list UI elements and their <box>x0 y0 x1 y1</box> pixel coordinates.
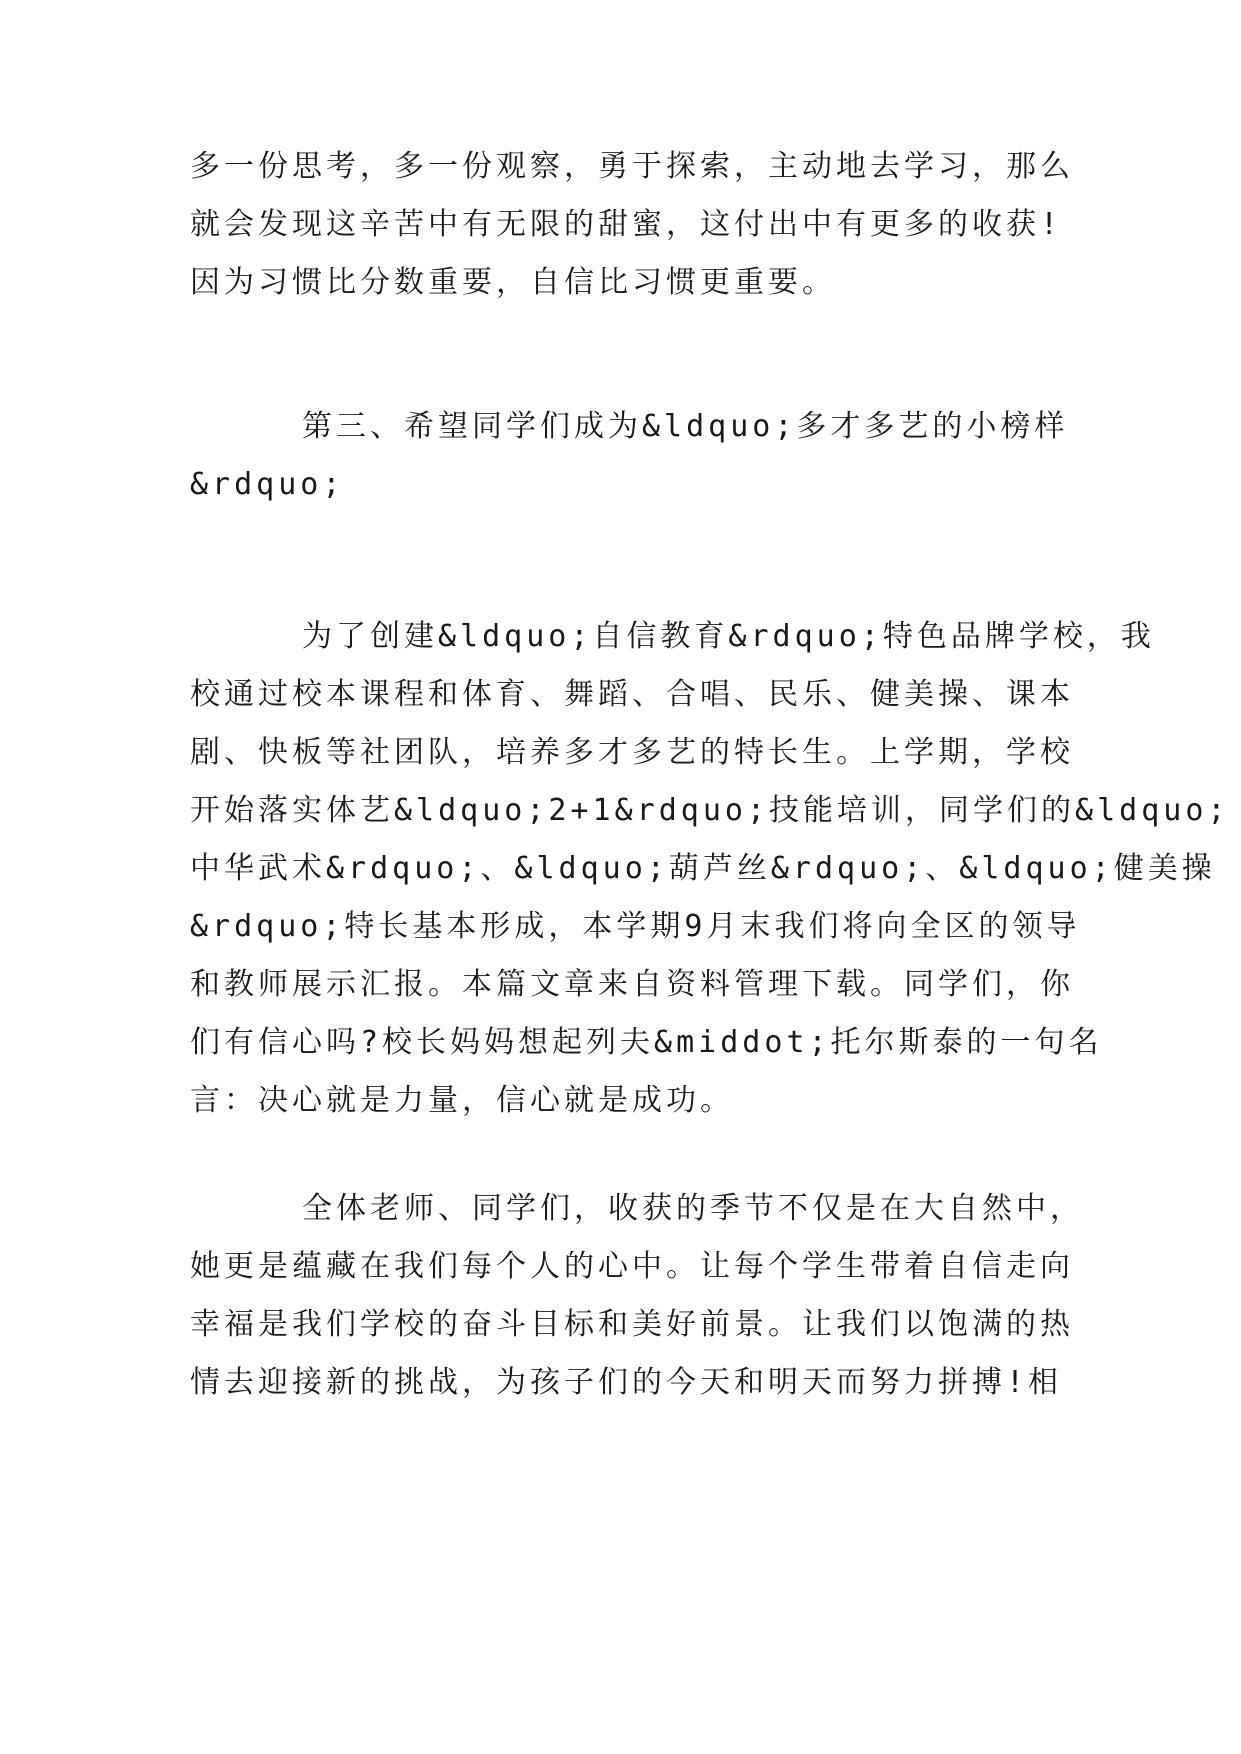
text-line: 因为习惯比分数重要，自信比习惯更重要。 <box>190 265 836 300</box>
paragraph-3 <box>190 608 1230 1130</box>
text-line: 为了创建&ldquo;自信教育&rdquo;特色品牌学校，我 <box>302 619 1155 654</box>
text-line: 和教师展示汇报。本篇文章来自资料管理下载。同学们，你 <box>190 967 1074 1002</box>
text-line: 第三、希望同学们成为&ldquo;多才多艺的小榜样 <box>302 409 1069 444</box>
text-line: 多一份思考，多一份观察，勇于探索，主动地去学习，那么 <box>190 149 1074 184</box>
paragraph-2-heading <box>190 398 1069 514</box>
text-line: &rdquo; <box>190 467 345 502</box>
text-line: 开始落实体艺&ldquo;2+1&rdquo;技能培训，同学们的&ldquo; <box>190 793 1230 828</box>
text-line: 中华武术&rdquo;、&ldquo;葫芦丝&rdquo;、&ldquo;健美操 <box>190 851 1216 886</box>
text-line: 就会发现这辛苦中有无限的甜蜜，这付出中有更多的收获! <box>190 207 1063 242</box>
text-line: 幸福是我们学校的奋斗目标和美好前景。让我们以饱满的热 <box>190 1307 1074 1342</box>
text-line: 情去迎接新的挑战，为孩子们的今天和明天而努力拼搏!相 <box>190 1365 1063 1400</box>
text-line: 她更是蕴藏在我们每个人的心中。让每个学生带着自信走向 <box>190 1249 1074 1284</box>
text-line: &rdquo;特长基本形成，本学期9月末我们将向全区的领导 <box>190 909 1081 944</box>
paragraph-1 <box>190 138 1074 312</box>
paragraph-4 <box>190 1180 1084 1412</box>
text-line: 全体老师、同学们，收获的季节不仅是在大自然中， <box>302 1191 1084 1226</box>
text-line: 剧、快板等社团队，培养多才多艺的特长生。上学期，学校 <box>190 735 1074 770</box>
text-line: 言：决心就是力量，信心就是成功。 <box>190 1083 734 1118</box>
text-line: 们有信心吗?校长妈妈想起列夫&middot;托尔斯泰的一句名 <box>190 1025 1103 1060</box>
text-line: 校通过校本课程和体育、舞蹈、合唱、民乐、健美操、课本 <box>190 677 1074 712</box>
